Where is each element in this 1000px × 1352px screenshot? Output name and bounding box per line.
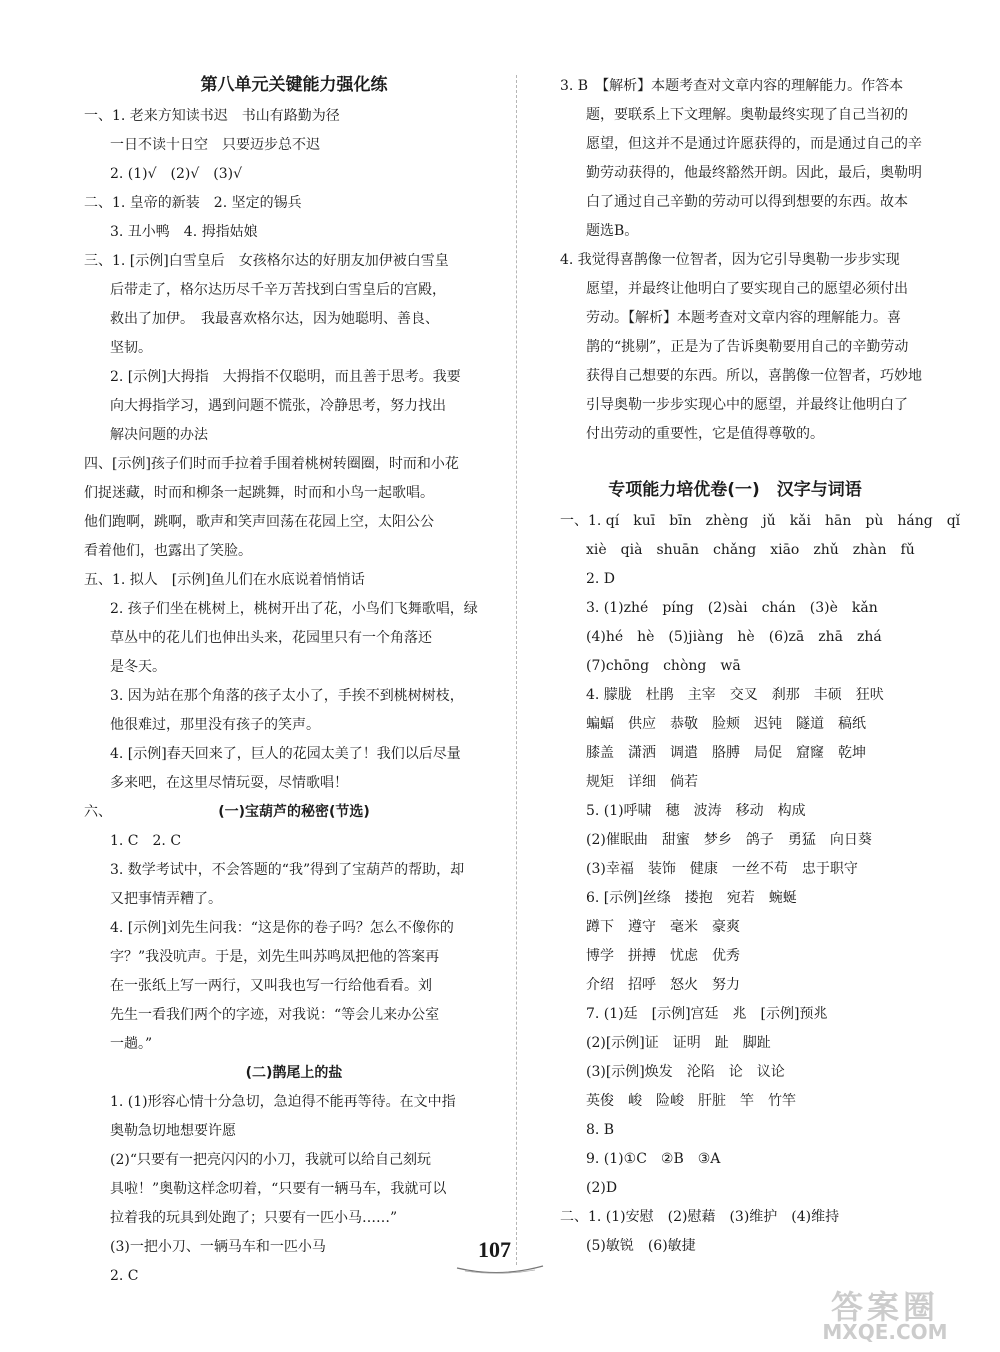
answer-line: 3. 因为站在那个角落的孩子太小了，手挨不到桃树树枝， bbox=[110, 688, 464, 704]
answer-line: 题选B。 bbox=[586, 223, 639, 239]
answer-line: 蹲下 遵守 毫米 豪爽 bbox=[586, 919, 740, 935]
answer-line: 草丛中的花儿们也伸出头来，花园里只有一个角落还 bbox=[110, 630, 432, 646]
answer-line: 五、1. 拟人 [示例]鱼儿们在水底说着悄悄话 bbox=[84, 572, 365, 588]
passage-title: (一)宝葫芦的秘密(节选) bbox=[218, 804, 370, 820]
right-column bbox=[560, 72, 961, 1261]
answer-line: 劳动。【解析】本题考查对文章内容的理解能力。喜 bbox=[586, 310, 901, 326]
answer-line: 4. [示例]刘先生问我：“这是你的卷子吗？怎么不像你的 bbox=[110, 920, 454, 936]
answer-line: 2. [示例]大拇指 大拇指不仅聪明，而且善于思考。我要 bbox=[110, 369, 461, 385]
answer-line: 勤劳动获得的，他最终豁然开朗。因此，最后，奥勒明 bbox=[586, 165, 922, 181]
sub-heading-row bbox=[84, 798, 504, 827]
answer-line: 英俊 峻 险峻 肝脏 竿 竹竿 bbox=[586, 1093, 796, 1109]
answer-line: 2. D bbox=[586, 571, 616, 587]
answer-line: 一、1. qí kuī bīn zhèng jǔ kǎi hān pù háng qǐ bbox=[560, 513, 961, 529]
answer-line: 3. (1)zhé píng (2)sài chán (3)è kǎn bbox=[586, 600, 878, 616]
answer-line: 4. [示例]春天回来了，巨人的花园太美了！我们以后尽量 bbox=[110, 746, 461, 762]
answer-line: 二、1. (1)安慰 (2)慰藉 (3)维护 (4)维持 bbox=[560, 1209, 840, 1225]
passage-title: (二)鹊尾上的盐 bbox=[245, 1065, 343, 1081]
answer-line: 3. 数学考试中，不会答题的“我”得到了宝葫芦的帮助，却 bbox=[110, 862, 465, 878]
answer-line: (2)“只要有一把亮闪闪的小刀，我就可以给自己刻玩 bbox=[110, 1152, 431, 1168]
answer-line: (2)催眠曲 甜蜜 梦乡 鸽子 勇猛 向日葵 bbox=[586, 832, 872, 848]
answer-line: (4)hé hè (5)jiàng hè (6)zā zhā zhá bbox=[586, 629, 882, 645]
answer-line: 是冬天。 bbox=[110, 659, 166, 675]
answer-line: 多来吧，在这里尽情玩耍，尽情歌唱！ bbox=[110, 775, 348, 791]
answer-line: 3. B 【解析】本题考查对文章内容的理解能力。作答本 bbox=[560, 78, 904, 94]
answer-line: 奥勒急切地想要许愿 bbox=[110, 1123, 236, 1139]
answer-line: 向大拇指学习，遇到问题不慌张，冷静思考，努力找出 bbox=[110, 398, 446, 414]
answer-line: 坚韧。 bbox=[110, 340, 152, 356]
answer-line: 3. 丑小鸭 4. 拇指姑娘 bbox=[110, 224, 258, 240]
answer-line: 介绍 招呼 怒火 努力 bbox=[586, 977, 740, 993]
answer-line: 一、1. 老来方知读书迟 书山有路勤为径 bbox=[84, 108, 340, 124]
answer-line: 看着他们，也露出了笑脸。 bbox=[84, 543, 252, 559]
answer-line: 4. 我觉得喜鹊像一位智者，因为它引导奥勒一步步实现 bbox=[560, 252, 900, 268]
answer-line: (7)chōng chòng wā bbox=[586, 658, 741, 674]
answer-line: 一趟。” bbox=[110, 1036, 153, 1052]
answer-line: 救出了加伊。 我最喜欢格尔达，因为她聪明、善良、 bbox=[110, 311, 439, 327]
answer-line: 他们跑啊，跳啊，歌声和笑声回荡在花园上空，太阳公公 bbox=[84, 514, 434, 530]
answer-line: xiè qià shuān chǎng xiāo zhǔ zhàn fǔ bbox=[586, 542, 915, 558]
answer-line: 2. C bbox=[110, 1268, 139, 1284]
answer-line: 先生一看我们两个的字迹，对我说：“等会儿来办公室 bbox=[110, 1007, 440, 1023]
answer-line: (3)一把小刀、一辆马车和一匹小马 bbox=[110, 1239, 326, 1255]
answer-line: 愿望，并最终让他明白了要实现自己的愿望必须付出 bbox=[586, 281, 908, 297]
answer-line: 5. (1)呼啸 穗 波涛 移动 构成 bbox=[586, 803, 806, 819]
answer-line: 鹊的“挑剔”，正是为了告诉奥勒要用自己的辛勤劳动 bbox=[586, 339, 909, 355]
column-divider bbox=[516, 75, 517, 1265]
answer-line: 1. C 2. C bbox=[110, 833, 182, 849]
answer-line: 8. B bbox=[586, 1122, 615, 1138]
answer-line: 2. 孩子们坐在桃树上，桃树开出了花，小鸟们飞舞歌唱，绿 bbox=[110, 601, 478, 617]
answer-line: 获得自己想要的东西。所以，喜鹊像一位智者，巧妙地 bbox=[586, 368, 922, 384]
answer-line: 规矩 详细 倘若 bbox=[586, 774, 698, 790]
left-column bbox=[84, 68, 504, 1291]
answer-line: 题，要联系上下文理解。奥勒最终实现了自己当初的 bbox=[586, 107, 908, 123]
answer-line: 三、1. [示例]白雪皇后 女孩格尔达的好朋友加伊被白雪皇 bbox=[84, 253, 449, 269]
answer-line: 2. (1)√ (2)√ (3)√ bbox=[110, 166, 243, 182]
answer-line: 又把事情弄糟了。 bbox=[110, 891, 222, 907]
answer-line: 愿望，但这并不是通过许愿获得的，而是通过自己的辛 bbox=[586, 136, 922, 152]
answer-line: 二、1. 皇帝的新装 2. 坚定的锡兵 bbox=[84, 195, 302, 211]
answer-line: 四、[示例]孩子们时而手拉着手围着桃树转圈圈，时而和小花 bbox=[84, 456, 459, 472]
answer-line: 在一张纸上写一两行，又叫我也写一行给他看看。刘 bbox=[110, 978, 432, 994]
answer-line: (3)幸福 装饰 健康 一丝不苟 忠于职守 bbox=[586, 861, 858, 877]
answer-line: 9. (1)①C ②B ③A bbox=[586, 1151, 721, 1167]
answer-line: 引导奥勒一步步实现心中的愿望，并最终让他明白了 bbox=[586, 397, 908, 413]
answer-line: 字？”我没吭声。于是，刘先生叫苏鸣凤把他的答案再 bbox=[110, 949, 440, 965]
watermark-url: MXQE.COM bbox=[822, 1320, 948, 1344]
answer-line: 4. 朦胧 杜鹃 主宰 交叉 刹那 丰硕 狂吠 bbox=[586, 687, 884, 703]
answer-line: 具啦！”奥勒这样念叨着，“只要有一辆马车，我就可以 bbox=[110, 1181, 447, 1197]
watermark-logo bbox=[780, 1282, 990, 1347]
page-number: 107 bbox=[478, 1237, 511, 1262]
section-title: 专项能力培优卷(一) 汉字与词语 bbox=[608, 480, 862, 500]
answer-line: 博学 拼搏 忧虑 优秀 bbox=[586, 948, 740, 964]
answer-line: 他很难过，那里没有孩子的笑声。 bbox=[110, 717, 320, 733]
answer-line: (2)D bbox=[586, 1180, 618, 1196]
answer-line: 白了通过自己辛勤的劳动可以得到想要的东西。故本 bbox=[586, 194, 908, 210]
answer-line: 们捉迷藏，时而和柳条一起跳舞，时而和小鸟一起歌唱。 bbox=[84, 485, 434, 501]
question-label: 六、 bbox=[84, 804, 112, 820]
answer-line: 解决问题的办法 bbox=[110, 427, 208, 443]
watermark-title: 答案圈 bbox=[830, 1288, 939, 1326]
answer-line: 付出劳动的重要性，它是值得尊敬的。 bbox=[586, 426, 824, 442]
page-number-swoosh-icon bbox=[455, 1262, 545, 1276]
section-title: 第八单元关键能力强化练 bbox=[200, 75, 388, 95]
answer-line: (3)[示例]焕发 沦陷 论 议论 bbox=[586, 1064, 785, 1080]
answer-line: 7. (1)廷 [示例]宫廷 兆 [示例]预兆 bbox=[586, 1006, 828, 1022]
answer-line: (5)敏锐 (6)敏捷 bbox=[586, 1238, 696, 1254]
answer-line: 后带走了，格尔达历尽千辛万苦找到白雪皇后的宫殿， bbox=[110, 282, 446, 298]
answer-line: 1. (1)形容心情十分急切，急迫得不能再等待。在文中指 bbox=[110, 1094, 456, 1110]
answer-line: 蝙蝠 供应 恭敬 脸颊 迟钝 隧道 稿纸 bbox=[586, 716, 866, 732]
answer-line: 一日不读十日空 只要迈步总不迟 bbox=[110, 137, 320, 153]
answer-line: 拉着我的玩具到处跑了；只要有一匹小马……” bbox=[110, 1210, 398, 1226]
answer-line: 膝盖 潇洒 调遣 胳膊 局促 窟窿 乾坤 bbox=[586, 745, 866, 761]
answer-line: 6. [示例]丝绦 搂抱 宛若 蜿蜒 bbox=[586, 890, 797, 906]
answer-line: (2)[示例]证 证明 趾 脚趾 bbox=[586, 1035, 771, 1051]
